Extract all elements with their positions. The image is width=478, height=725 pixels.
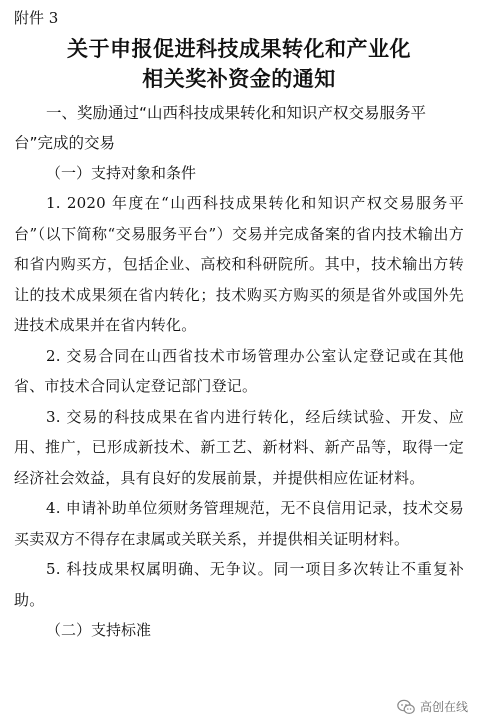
wechat-icon — [397, 699, 415, 715]
paragraph-4: 4. 申请补助单位须财务管理规范，无不良信用记录，技术交易买卖双方不得存在隶属或关联关系，并提供相关证明材料。 — [14, 499, 464, 548]
paragraph-3: 3. 交易的科技成果在省内进行转化，经后续试验、开发、应用、推广，已形成新技术、新工艺、新材料、新产品等，取得一定经济社会效益，具有良好的发展前景，并提供相应佐证材料。 — [14, 407, 464, 487]
watermark-text: 高创在线 — [419, 700, 468, 714]
document-title — [14, 34, 464, 94]
subsection-heading-1: （一）支持对象和条件 — [46, 164, 197, 182]
paragraph-1: 1. 2020 年度在“山西科技成果转化和知识产权交易服务平台”（以下简称“交易服务平台”）交易并完成备案的省内技术输出方和省内购买方，包括企业、高校和科研院所。其中，技术输出方转让的技术成果须在省内转化；技术购买方购买的须是省外或国外先进技术成果并在省内转化。 — [14, 194, 464, 334]
attachment-label: 附件 3 — [14, 9, 59, 27]
paragraph-5: 5. 科技成果权属明确、无争议。同一项目多次转让不重复补助。 — [14, 560, 464, 609]
title-line-2: 相关奖补资金的通知 — [142, 67, 336, 91]
title-line-1: 关于申报促进科技成果转化和产业化 — [67, 37, 411, 61]
section-heading-1: 一、奖励通过“山西科技成果转化和知识产权交易服务平台”完成的交易 — [14, 104, 427, 152]
paragraph-2: 2. 交易合同在山西省技术市场管理办公室认定登记或在其他省、市技术合同认定登记部门登记。 — [14, 346, 464, 395]
subsection-heading-2: （二）支持标准 — [46, 621, 152, 639]
watermark — [397, 698, 468, 715]
